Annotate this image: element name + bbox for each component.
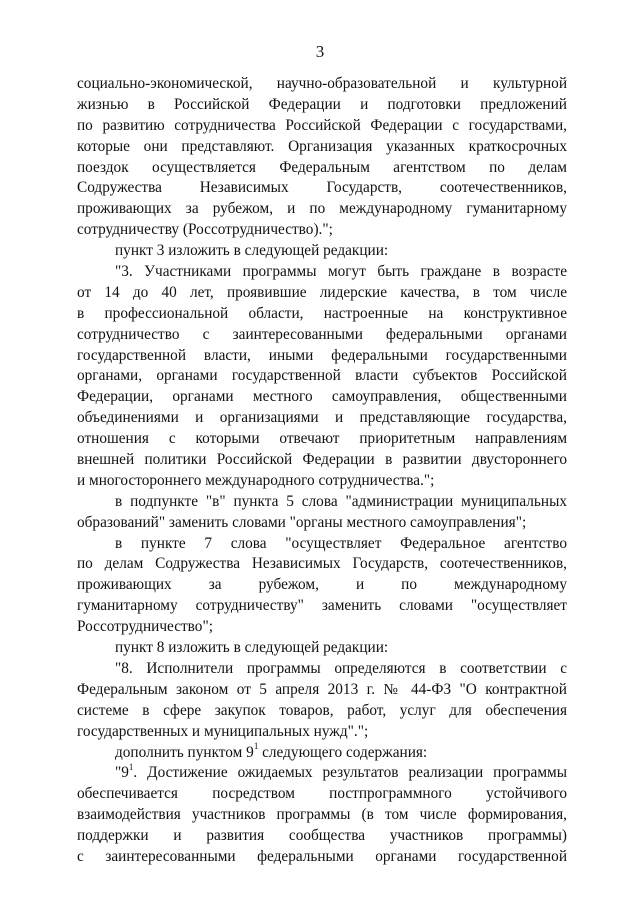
line-text: пункт 3 изложить в следующей редакции: (115, 242, 389, 260)
text-line-22 (77, 513, 567, 534)
line-text: "9 (115, 764, 129, 782)
line-text-continued: следующего содержания: (258, 743, 428, 761)
text-line-2 (77, 95, 567, 116)
line-text: сотрудничество с заинтересованными федеральными органами (77, 325, 567, 343)
line-text: "8. Исполнители программы определяются в соответствии с (115, 659, 567, 677)
line-text: от 14 до 40 лет, проявившие лидерские качества, в том числе (77, 283, 567, 301)
text-line-36 (77, 805, 567, 826)
superscript: 1 (253, 741, 259, 752)
line-text: в профессиональной области, настроенные на конструктивное (77, 304, 567, 322)
text-line-26 (77, 596, 567, 617)
text-line-17 (77, 408, 567, 429)
text-line-6 (77, 178, 567, 199)
line-text: дополнить пунктом 9 (115, 743, 254, 761)
superscript: 1 (128, 762, 134, 773)
text-line-13 (77, 325, 567, 346)
line-text: поездок осуществляется Федеральным агентством по делам (77, 158, 567, 176)
text-line-32 (77, 722, 567, 743)
text-line-15 (77, 366, 567, 387)
text-line-29 (77, 659, 567, 680)
line-text: гуманитарному сотрудничеству" заменить словами "осуществляет (77, 597, 567, 615)
line-text: Федеральным законом от 5 апреля 2013 г. № 44-ФЗ "О контрактной (77, 680, 567, 698)
text-line-21 (77, 492, 567, 513)
text-line-7 (77, 199, 567, 220)
line-text: с заинтересованными федеральными органами государственной (77, 847, 567, 865)
line-text: в подпункте "в" пункта 5 слова "администрации муниципальных (115, 492, 567, 510)
text-line-38 (77, 847, 567, 868)
text-line-9 (77, 241, 567, 262)
text-line-30 (77, 680, 567, 701)
text-line-19 (77, 450, 567, 471)
line-text: органами, органами государственной власти субъектов Российской (77, 367, 567, 385)
line-text: Россотрудничество"; (77, 618, 213, 636)
line-text: отношения с которыми отвечают приоритетным направлениям (77, 430, 567, 448)
text-line-35 (77, 784, 567, 805)
text-line-23 (77, 534, 567, 555)
line-text: объединениями и организациями и представляющие государства, (77, 409, 567, 427)
text-line-11 (77, 283, 567, 304)
line-text: социально-экономической, научно-образовательной и культурной (77, 75, 567, 92)
line-text: поддержки и развития сообщества участников программы) (77, 827, 567, 845)
line-text: внешней политики Российской Федерации в развитии двустороннего (77, 451, 567, 469)
text-line-16 (77, 387, 567, 408)
text-line-12 (77, 304, 567, 325)
text-line-33 (77, 743, 567, 764)
line-text: государственных и муниципальных нужд"."; (77, 722, 369, 740)
line-text: пункт 8 изложить в следующей редакции: (115, 639, 389, 657)
text-line-27 (77, 617, 567, 638)
line-text: сотрудничеству (Россотрудничество)."; (77, 221, 333, 239)
line-text: по делам Содружества Независимых Государств, соотечественников, (77, 555, 567, 573)
line-text: образований" заменить словами "органы местного самоуправления"; (77, 513, 527, 531)
line-text: "3. Участниками программы могут быть граждане в возрасте (115, 263, 567, 281)
text-line-25 (77, 575, 567, 596)
line-text: в пункте 7 слова "осуществляет Федеральное агентство (115, 534, 567, 552)
text-line-8 (77, 220, 567, 241)
text-line-14 (77, 346, 567, 367)
page-number: 3 (315, 42, 325, 61)
text-line-28 (77, 638, 567, 659)
line-text: обеспечивается посредством постпрограммного устойчивого (77, 785, 567, 803)
text-line-4 (77, 137, 567, 158)
line-text: и многостороннего международного сотрудничества."; (77, 471, 435, 489)
text-line-10 (77, 262, 567, 283)
line-text-continued: . Достижение ожидаемых результатов реализации программы (133, 764, 567, 782)
text-line-3 (77, 116, 567, 137)
line-text: которые они представляют. Организация указанных краткосрочных (77, 137, 567, 155)
line-text: проживающих за рубежом, и по международному (77, 576, 567, 594)
document-body (77, 74, 567, 868)
line-text: Содружества Независимых Государств, соотечественников, (77, 179, 567, 197)
text-line-37 (77, 826, 567, 847)
text-line-24 (77, 554, 567, 575)
text-line-34 (77, 763, 567, 784)
line-text: по развитию сотрудничества Российской Федерации с государствами, (77, 116, 567, 134)
line-text: жизнью в Российской Федерации и подготовки предложений (77, 95, 567, 113)
text-line-20 (77, 471, 567, 492)
line-text: системе в сфере закупок товаров, работ, услуг для обеспечения (77, 701, 567, 719)
line-text: взаимодействия участников программы (в том числе формирования, (77, 806, 567, 824)
line-text: Федерации, органами местного самоуправления, общественными (77, 388, 567, 406)
text-line-18 (77, 429, 567, 450)
line-text: проживающих за рубежом, и по международному гуманитарному (77, 200, 567, 218)
text-line-5 (77, 158, 567, 179)
text-line-1 (77, 74, 567, 95)
text-line-31 (77, 701, 567, 722)
line-text: государственной власти, иными федеральными государственными (77, 346, 567, 364)
